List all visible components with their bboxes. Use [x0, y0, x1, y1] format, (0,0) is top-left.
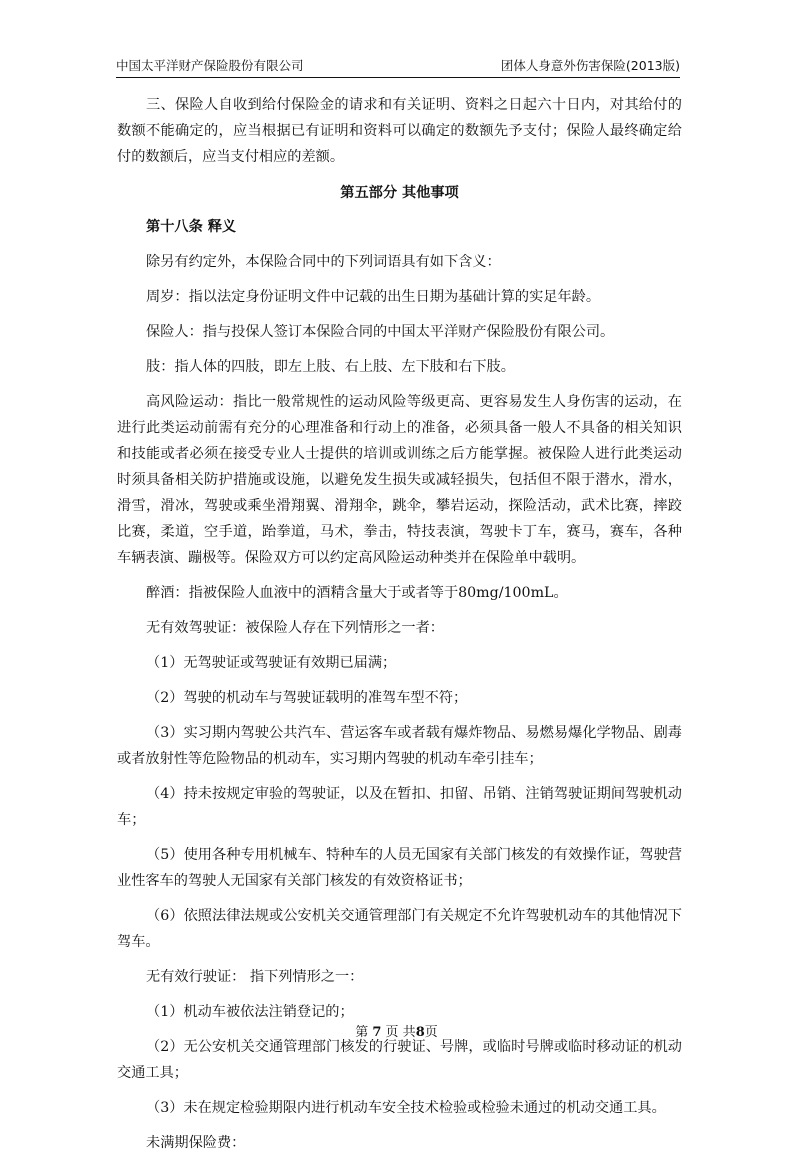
document-body: [117, 92, 682, 1156]
header-product: 团体人身意外伤害保险(2013版): [500, 58, 680, 73]
definition-no-vehicle-license: 无有效行驶证： 指下列情形之一：: [146, 969, 364, 985]
definition-high-risk-sport: 高风险运动：指比一般常规性的运动风险等级更高、更容易发生人身伤害的运动，在进行此类运动前需有充分的心理准备和行动上的准备，必须具备一般人不具备的相关知识和技能或者必须在接受专业人士提供的培训或训练之后方能掌握。被保险人进行此类运动时须具备相关防护措施或设施，以避免发生损失或减轻损失，包括但不限于潜水，滑水，滑雪，滑冰，驾驶或乘坐滑翔翼、滑翔伞，跳伞，攀岩运动，探险活动，武术比赛，摔跤比赛，柔道，空手道，跆拳道，马术，拳击，特技表演，驾驶卡丁车，赛马，赛车，各种车辆表演、蹦极等。保险双方可以约定高风险运动种类并在保险单中载明。: [117, 394, 682, 566]
footer-page-number: 7: [372, 1025, 382, 1040]
license-item-1: （1）无驾驶证或驾驶证有效期已届满；: [146, 655, 397, 671]
definition-insurer: 保险人：指与投保人签订本保险合同的中国太平洋财产保险股份有限公司。: [146, 324, 615, 340]
vehicle-item-3: （3）未在规定检验期限内进行机动车安全技术检验或检验未通过的机动交通工具。: [146, 1100, 666, 1116]
definition-limb: 肢：指人体的四肢，即左上肢、右上肢、左下肢和右下肢。: [146, 359, 515, 375]
footer-total-pages: 8: [415, 1025, 425, 1040]
paragraph-definitions-intro: 除另有约定外，本保险合同中的下列词语具有如下含义：: [146, 254, 501, 270]
part-title: 第五部分 其他事项: [340, 185, 459, 201]
paragraph-payment: 三、保险人自收到给付保险金的请求和有关证明、资料之日起六十日内，对其给付的数额不能确定的，应当根据已有证明和资料可以确定的数额先予支付；保险人最终确定给付的数额后，应当支付相应的差额。: [117, 97, 682, 165]
page-header: [116, 52, 680, 78]
license-item-5: （5）使用各种专用机械车、特种车的人员无国家有关部门核发的有效操作证，驾驶营业性客车的驾驶人无国家有关部门核发的有效资格证书；: [117, 847, 682, 889]
vehicle-item-1: （1）机动车被依法注销登记的；: [146, 1004, 354, 1020]
license-item-3: （3）实习期内驾驶公共汽车、营运客车或者载有爆炸物品、易燃易爆化学物品、剧毒或者放射性等危险物品的机动车，实习期内驾驶的机动车牵引挂车；: [117, 725, 682, 767]
page-footer: [0, 1021, 793, 1040]
definition-drunk: 醉酒：指被保险人血液中的酒精含量大于或者等于80mg/100mL。: [146, 585, 568, 601]
license-item-2: （2）驾驶的机动车与驾驶证载明的准驾车型不符；: [146, 690, 468, 706]
footer-prefix: 第: [355, 1025, 373, 1040]
footer-middle: 页 共: [381, 1025, 416, 1040]
definition-no-license: 无有效驾驶证：被保险人存在下列情形之一者：: [146, 620, 444, 636]
license-item-6: （6）依照法律法规或公安机关交通管理部门有关规定不允许驾驶机动车的其他情况下驾车。: [117, 908, 682, 950]
definition-unexpired-premium: 未满期保险费：: [146, 1135, 246, 1151]
article-title: 第十八条 释义: [146, 219, 237, 235]
definition-age: 周岁：指以法定身份证明文件中记载的出生日期为基础计算的实足年龄。: [146, 289, 601, 305]
vehicle-item-2: （2）无公安机关交通管理部门核发的行驶证、号牌，或临时号牌或临时移动证的机动交通工具；: [117, 1039, 682, 1081]
footer-suffix: 页: [424, 1025, 438, 1040]
license-item-4: （4）持未按规定审验的驾驶证，以及在暂扣、扣留、吊销、注销驾驶证期间驾驶机动车；: [117, 786, 682, 828]
header-company: 中国太平洋财产保险股份有限公司: [116, 58, 304, 73]
